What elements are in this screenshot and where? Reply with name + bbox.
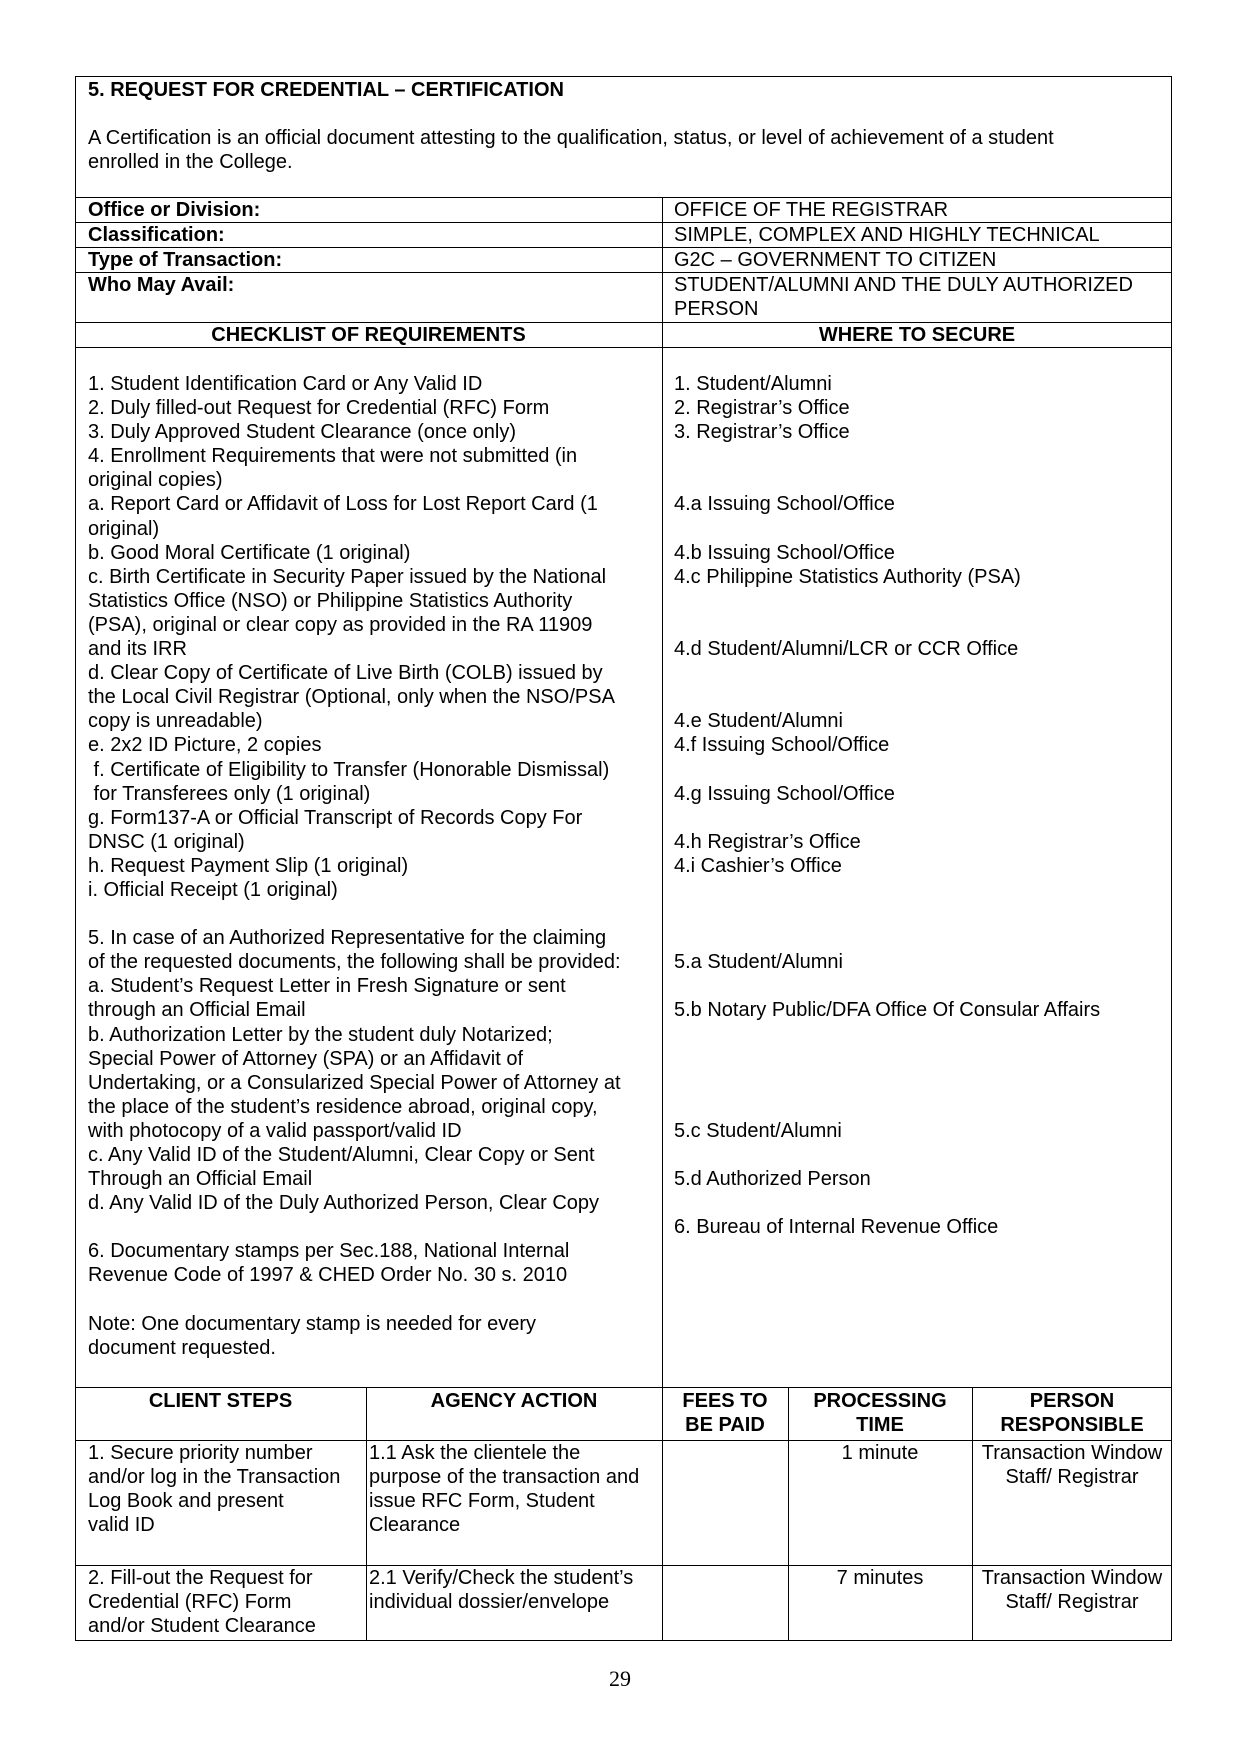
requirement-line: DNSC (1 original) (88, 830, 245, 853)
steps-header-4: PERSON RESPONSIBLE (1000, 1390, 1144, 1436)
requirement-line: 3. Duly Approved Student Clearance (once only) (88, 421, 517, 444)
source-line: 2. Registrar’s Office (674, 397, 850, 420)
source-line (674, 1288, 1100, 1312)
source-line: 3. Registrar’s Office (674, 421, 850, 444)
requirement-line: g. Form137-A or Official Transcript of Records Copy For (88, 806, 583, 829)
source-line (674, 1095, 1100, 1119)
source-line: 4.f Issuing School/Office (674, 734, 890, 757)
processing-time: 7 minutes (836, 1567, 924, 1589)
source-line: 4.i Cashier’s Office (674, 854, 842, 877)
requirement-line: Revenue Code of 1997 & CHED Order No. 30 s. 2010 (88, 1264, 568, 1287)
requirement-line: Note: One documentary stamp is needed for every (88, 1312, 537, 1335)
requirement-line: and its IRR (88, 638, 187, 661)
requirement-line: original) (88, 517, 160, 540)
requirement-line: e. 2x2 ID Picture, 2 copies (88, 734, 322, 757)
client-step-line: valid ID (88, 1514, 155, 1536)
requirement-line: document requested. (88, 1336, 276, 1359)
checklist-header: CHECKLIST OF REQUIREMENTS (211, 324, 526, 346)
requirement-line: f. Certificate of Eligibility to Transfer (Honorable Dismissal) (88, 758, 610, 781)
info-label: Type of Transaction: (88, 249, 283, 271)
source-line: 4.g Issuing School/Office (674, 782, 895, 805)
source-line (674, 806, 1100, 830)
processing-time: 1 minute (841, 1442, 919, 1464)
person-responsible-line: Staff/ Registrar (1005, 1591, 1139, 1613)
source-line (674, 902, 1100, 926)
source-line (674, 613, 1100, 637)
source-line (674, 685, 1100, 709)
client-step-line: Credential (RFC) Form (88, 1591, 292, 1613)
divider (75, 1387, 1172, 1388)
requirement-line: with photocopy of a valid passport/valid ID (88, 1119, 462, 1142)
source-line (674, 444, 1100, 468)
source-line (674, 1071, 1100, 1095)
requirement-line: h. Request Payment Slip (1 original) (88, 854, 409, 877)
info-label: Who May Avail: (88, 274, 235, 296)
source-line (674, 1336, 1100, 1360)
requirement-line: for Transferees only (1 original) (88, 782, 371, 805)
source-line: 1. Student/Alumni (674, 373, 832, 395)
source-line (674, 1312, 1100, 1336)
agency-action-line: individual dossier/envelope (369, 1591, 610, 1613)
source-line: 4.a Issuing School/Office (674, 493, 895, 516)
requirement-line: 1. Student Identification Card or Any Valid ID (88, 373, 483, 395)
source-line: 6. Bureau of Internal Revenue Office (674, 1216, 999, 1239)
client-step-line: 2. Fill-out the Request for (88, 1567, 313, 1589)
source-line: 4.e Student/Alumni (674, 710, 843, 733)
client-step-line: 1. Secure priority number (88, 1442, 313, 1464)
agency-action-line: Clearance (369, 1514, 461, 1536)
requirement-line: a. Report Card or Affidavit of Loss for Lost Report Card (1 (88, 493, 598, 516)
divider (662, 197, 663, 1387)
source-line (674, 661, 1100, 685)
source-line (674, 974, 1100, 998)
requirement-line: Statistics Office (NSO) or Philippine Statistics Authority (88, 589, 573, 612)
source-line: 5.c Student/Alumni (674, 1119, 842, 1142)
requirement-line: (PSA), original or clear copy as provided in the RA 11909 (88, 613, 593, 636)
info-value: G2C – GOVERNMENT TO CITIZEN (674, 249, 997, 271)
source-line: 5.a Student/Alumni (674, 951, 843, 974)
person-responsible-line: Staff/ Registrar (1005, 1466, 1139, 1488)
source-line (674, 517, 1100, 541)
info-value: STUDENT/ALUMNI AND THE DULY AUTHORIZED (674, 274, 1133, 296)
source-line (674, 758, 1100, 782)
requirement-line: the Local Civil Registrar (Optional, only when the NSO/PSA (88, 686, 615, 709)
requirement-line: 4. Enrollment Requirements that were not submitted (in (88, 445, 578, 468)
steps-header-3: PROCESSING TIME (813, 1390, 947, 1436)
requirement-line: the place of the student’s residence abroad, original copy, (88, 1095, 598, 1118)
requirement-line: d. Any Valid ID of the Duly Authorized Person, Clear Copy (88, 1192, 600, 1215)
divider (662, 1387, 663, 1640)
agency-action-line: issue RFC Form, Student (369, 1490, 595, 1512)
section-description-line: enrolled in the College. (88, 151, 293, 173)
info-value: SIMPLE, COMPLEX AND HIGHLY TECHNICAL (674, 224, 1100, 246)
info-label: Office or Division: (88, 199, 261, 221)
source-line: 4.h Registrar’s Office (674, 830, 861, 853)
client-step-line: and/or Student Clearance (88, 1615, 316, 1637)
steps-header-0: CLIENT STEPS (148, 1390, 293, 1412)
agency-action-line: 2.1 Verify/Check the student’s (369, 1567, 634, 1589)
divider (75, 347, 1172, 348)
requirement-line: i. Official Receipt (1 original) (88, 878, 338, 901)
divider (788, 1387, 789, 1640)
requirement-line: c. Birth Certificate in Security Paper issued by the National (88, 565, 607, 588)
source-line (674, 926, 1100, 950)
requirement-line: Through an Official Email (88, 1168, 313, 1191)
person-responsible-line: Transaction Window (981, 1567, 1163, 1589)
source-line: 5.b Notary Public/DFA Office Of Consular Affairs (674, 999, 1101, 1022)
requirement-line: 5. In case of an Authorized Representative for the claiming (88, 927, 607, 950)
requirement-line: c. Any Valid ID of the Student/Alumni, Clear Copy or Sent (88, 1144, 595, 1166)
source-line (674, 878, 1100, 902)
section-description-line: A Certification is an official document attesting to the qualification, status, or level of achievement of a student (88, 127, 1054, 149)
steps-header-2: FEES TO BE PAID (682, 1390, 768, 1436)
section-title: 5. REQUEST FOR CREDENTIAL – CERTIFICATION (88, 79, 564, 101)
page-number: 29 (609, 1666, 631, 1691)
requirement-line: Special Power of Attorney (SPA) or an Affidavit of (88, 1047, 524, 1070)
info-label: Classification: (88, 224, 225, 246)
requirement-line: of the requested documents, the following shall be provided: (88, 951, 621, 974)
requirement-line: Undertaking, or a Consularized Special Power of Attorney at (88, 1071, 621, 1094)
requirement-line (88, 1215, 621, 1239)
agency-action-line: purpose of the transaction and (369, 1466, 640, 1488)
info-value: PERSON (674, 298, 759, 320)
source-line (674, 1239, 1100, 1263)
requirement-line: b. Authorization Letter by the student duly Notarized; (88, 1023, 553, 1046)
requirement-line (88, 1288, 621, 1312)
requirement-line: a. Student’s Request Letter in Fresh Signature or sent (88, 975, 566, 998)
where-to-secure-list (674, 372, 1100, 1360)
client-step-line: Log Book and present (88, 1490, 284, 1512)
client-step-line: and/or log in the Transaction (88, 1466, 341, 1488)
source-line: 4.b Issuing School/Office (674, 541, 895, 564)
source-line (674, 1023, 1100, 1047)
requirement-line: d. Clear Copy of Certificate of Live Birth (COLB) issued by (88, 662, 603, 685)
source-line: 4.c Philippine Statistics Authority (PSA) (674, 565, 1021, 588)
where-to-secure-header: WHERE TO SECURE (818, 324, 1016, 346)
source-line (674, 1143, 1100, 1167)
source-line (674, 1263, 1100, 1287)
requirement-line: through an Official Email (88, 999, 306, 1022)
source-line (674, 589, 1100, 613)
requirement-line: copy is unreadable) (88, 710, 263, 733)
info-value: OFFICE OF THE REGISTRAR (674, 199, 949, 221)
agency-action-line: 1.1 Ask the clientele the (369, 1442, 581, 1464)
source-line (674, 468, 1100, 492)
source-line: 4.d Student/Alumni/LCR or CCR Office (674, 638, 1019, 661)
requirement-line: b. Good Moral Certificate (1 original) (88, 541, 411, 564)
source-line: 5.d Authorized Person (674, 1168, 871, 1191)
requirement-line: original copies) (88, 469, 223, 492)
requirement-line: 6. Documentary stamps per Sec.188, National Internal (88, 1240, 570, 1263)
person-responsible-line: Transaction Window (981, 1442, 1163, 1464)
steps-header-1: AGENCY ACTION (430, 1390, 598, 1412)
source-line (674, 1191, 1100, 1215)
source-line (674, 1047, 1100, 1071)
requirement-line: 2. Duly filled-out Request for Credential (RFC) Form (88, 397, 550, 420)
checklist-requirements (88, 372, 621, 1360)
requirement-line (88, 902, 621, 926)
divider (366, 1387, 367, 1640)
